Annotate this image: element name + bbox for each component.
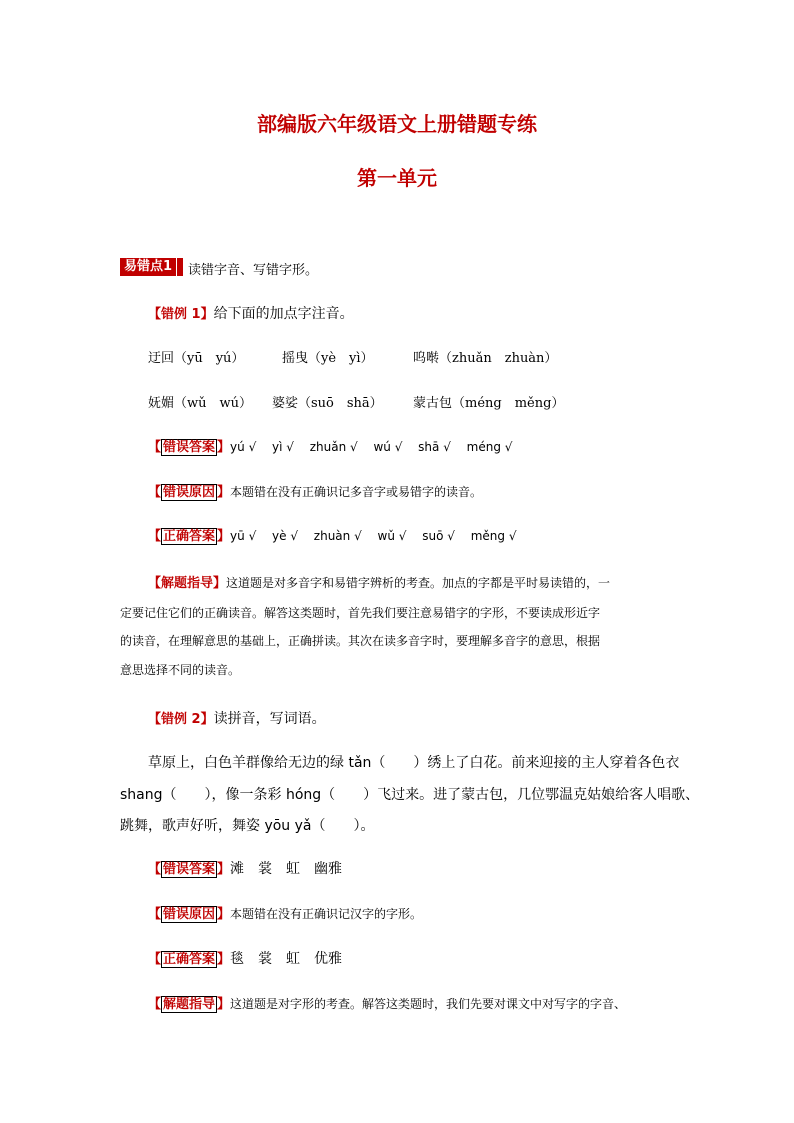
wrong-answer-text: 滩 裳 虹 幽雅 — [230, 861, 343, 877]
bracket-close: 】 — [200, 307, 214, 322]
example-2-prompt: 读拼音，写词语。 — [213, 711, 326, 727]
example-2-header: 【错例 2】读拼音，写词语。 — [148, 711, 326, 727]
guide-label: 解题指导 — [161, 576, 214, 591]
badge-tail-shape — [177, 258, 183, 276]
guide-row: 【解题指导】这道题是对多音字和易错字辨析的考查。加点的字都是平时易读错的，一 — [148, 576, 611, 591]
wrong-reason-text: 本题错在没有正确识记多音字或易错字的读音。 — [230, 485, 483, 499]
guide-row: 【 解题指导 】这道题是对字形的考查。解答这类题时，我们先要对课文中对写字的字音、 — [148, 997, 627, 1012]
wrong-reason-text: 本题错在没有正确识记汉字的字形。 — [230, 907, 423, 921]
wrong-answer-label: 错误答案 — [163, 440, 216, 455]
passage-line: 跳舞，歌声好听，舞姿 yōu yǎ（ ）。 — [120, 818, 375, 834]
error-point-badge — [120, 258, 183, 276]
pinyin-item: 摇曳（yè yì） — [282, 351, 374, 366]
correct-answer-label: 正确答案 — [163, 952, 216, 967]
passage-line: 草原上，白色羊群像给无边的绿 tǎn（ ）绣上了白花。前来迎接的主人穿着各色衣 — [148, 755, 680, 771]
pinyin-item: 呜啭（zhuǎn zhuàn） — [413, 351, 558, 366]
document-title: 部编版六年级语文上册错题专练 — [257, 112, 537, 136]
unit-title: 第一单元 — [357, 166, 437, 190]
guide-text-line: 这道题是对字形的考查。解答这类题时，我们先要对课文中对写字的字音、 — [230, 997, 627, 1011]
example-2-label: 错例 2 — [161, 712, 201, 727]
badge-label: 易错点1 — [120, 258, 176, 276]
correct-answer-row: 【 正确答案 】yū √ yè √ zhuàn √ wǔ √ suō √ měng √ — [148, 529, 517, 544]
example-1-header — [148, 303, 354, 323]
bracket-open: 【 — [148, 307, 162, 322]
section-heading: 读错字音、写错字形。 — [188, 263, 319, 278]
passage-line: shang（ ），像一条彩 hóng（ ）飞过来。进了蒙古包，几位鄂温克姑娘给客人唱歌、 — [120, 787, 700, 803]
wrong-answer-text: yú √ yì √ zhuǎn √ wú √ shā √ méng √ — [230, 440, 513, 454]
wrong-reason-row: 【 错误原因 】本题错在没有正确识记多音字或易错字的读音。 — [148, 485, 483, 500]
correct-answer-row: 【 正确答案 】毯 裳 虹 优雅 — [148, 951, 343, 967]
pinyin-item: 迂回（yū yú） — [148, 351, 245, 366]
pinyin-item: 婆娑（suō shā） — [272, 396, 383, 411]
example-1-prompt: 给下面的加点字注音。 — [213, 306, 354, 322]
guide-text-line: 定要记住它们的正确读音。解答这类题时，首先我们要注意易错字的字形，不要读成形近字 — [120, 606, 601, 620]
guide-text-line: 这道题是对多音字和易错字辨析的考查。加点的字都是平时易读错的，一 — [226, 576, 611, 590]
wrong-reason-label: 错误原因 — [163, 907, 216, 922]
wrong-reason-row: 【 错误原因 】本题错在没有正确识记汉字的字形。 — [148, 907, 423, 922]
correct-answer-label: 正确答案 — [163, 529, 216, 544]
guide-text-line: 意思选择不同的读音。 — [120, 663, 241, 677]
guide-text-line: 的读音，在理解意思的基础上，正确拼读。其次在读多音字时，要理解多音字的意思，根据 — [120, 634, 601, 648]
wrong-answer-label: 错误答案 — [163, 862, 216, 877]
wrong-reason-label: 错误原因 — [163, 485, 216, 500]
example-1-label: 错例 1 — [161, 307, 201, 322]
correct-answer-text: 毯 裳 虹 优雅 — [230, 951, 343, 967]
pinyin-item: 蒙古包（méng měng） — [413, 396, 565, 411]
guide-label: 解题指导 — [163, 997, 216, 1012]
wrong-answer-row: 【 错误答案 】滩 裳 虹 幽雅 — [148, 861, 343, 877]
pinyin-item: 妩媚（wǔ wú） — [148, 396, 253, 411]
wrong-answer-row: 【 错误答案 】yú √ yì √ zhuǎn √ wú √ shā √ méng √ — [148, 440, 513, 455]
correct-answer-text: yū √ yè √ zhuàn √ wǔ √ suō √ měng √ — [230, 529, 517, 543]
